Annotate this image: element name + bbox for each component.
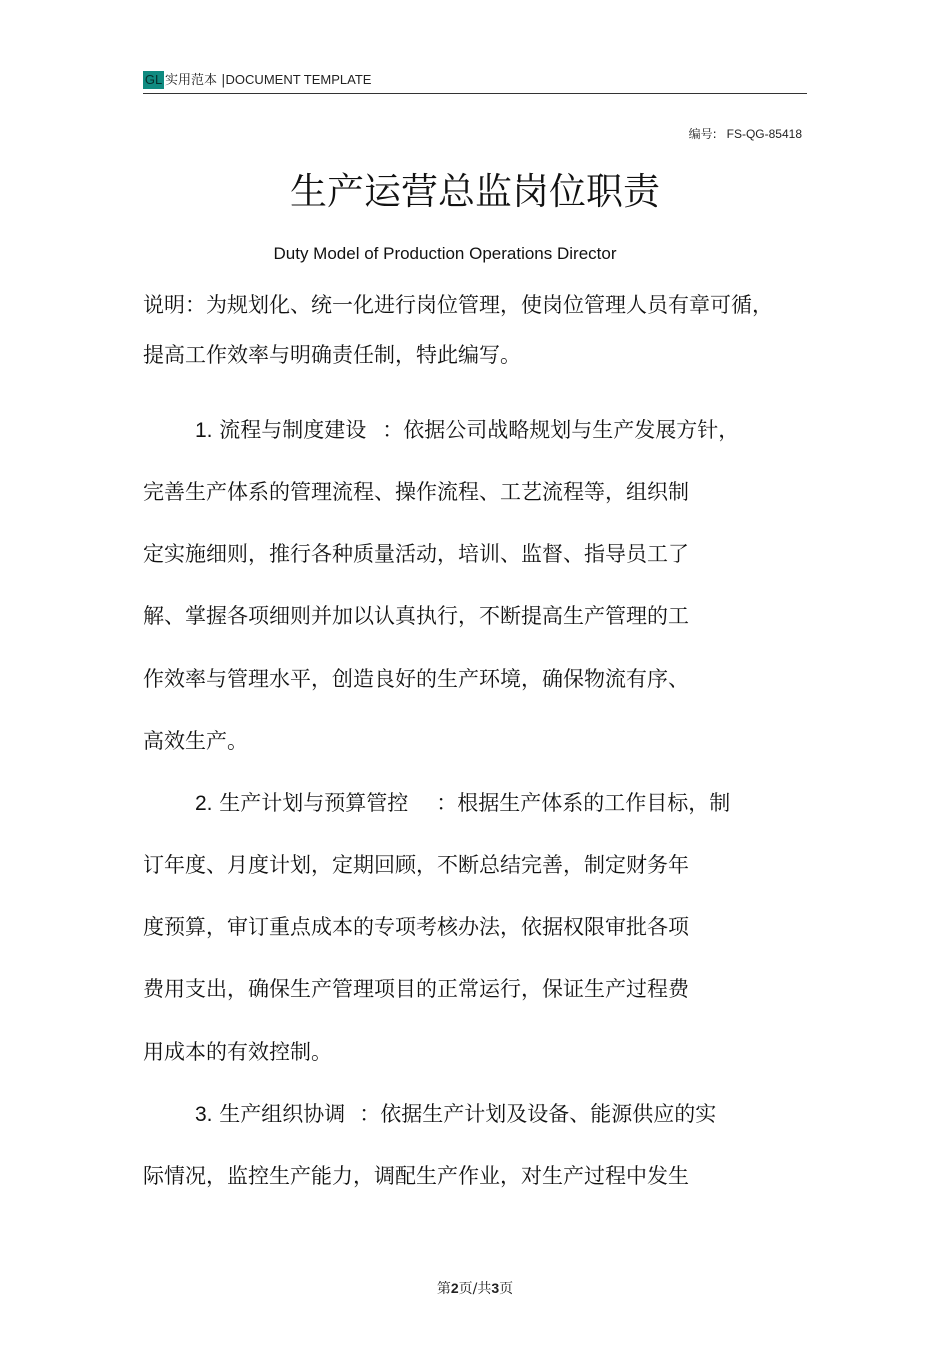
section-heading: 生产计划与预算管控 [219,791,409,815]
section-1-line: 高效生产。 [143,729,248,753]
section-number: 3. [195,1103,213,1126]
total-pages: 3 [491,1280,500,1296]
page-middle: 页/共 [458,1281,492,1297]
section-2-line: 订年度、月度计划，定期回顾，不断总结完善，制定财务年 [143,853,689,877]
section-2-line: 用成本的有效控制。 [143,1040,332,1064]
doc-number-label: 编号: [688,127,717,141]
section-3-heading-line [195,1100,716,1129]
section-heading: 流程与制度建设 [219,418,367,442]
current-page: 2 [450,1280,459,1296]
section-1-line: 作效率与管理水平，创造良好的生产环境，确保物流有序、 [143,667,689,691]
section-2-heading-line [195,789,730,818]
section-lead: ：依据公司战略规划与生产发展方针， [382,418,740,442]
page-subtitle: Duty Model of Production Operations Director [273,244,617,263]
section-lead: ：根据生产体系的工作目标，制 [436,791,731,815]
section-number: 1. [195,419,213,442]
document-header [143,69,807,94]
section-3-line: 际情况，监控生产能力，调配生产作业，对生产过程中发生 [143,1164,689,1188]
section-heading: 生产组织协调 [219,1102,346,1126]
page-indicator [0,1279,950,1298]
document-number [689,126,802,142]
section-2-line: 度预算，审订重点成本的专项考核办法，依据权限审批各项 [143,915,689,939]
intro-line: 提高工作效率与明确责任制，特此编写。 [143,343,521,367]
header-label-cn: 实用范本 [165,73,218,88]
section-1-line: 解、掌握各项细则并加以认真执行，不断提高生产管理的工 [143,604,689,628]
header-template-text: DOCUMENT TEMPLATE [225,72,372,87]
intro-line: 说明：为规划化、统一化进行岗位管理，使岗位管理人员有章可循， [143,293,773,317]
page-prefix: 第 [436,1281,451,1297]
section-2-line: 费用支出，确保生产管理项目的正常运行，保证生产过程费 [143,977,689,1001]
section-1-line: 完善生产体系的管理流程、操作流程、工艺流程等，组织制 [143,480,689,504]
page-title: 生产运营总监岗位职责 [290,170,660,213]
section-lead: ：依据生产计划及设备、能源供应的实 [359,1102,717,1126]
section-1-line: 定实施细则，推行各种质量活动，培训、监督、指导员工了 [143,542,689,566]
page-suffix: 页 [499,1281,514,1297]
doc-number-value: FS-QG-85418 [726,127,802,141]
brand-badge: GL [144,72,163,87]
header-label [165,71,371,90]
header-separator: | [221,73,226,88]
section-number: 2. [195,792,213,815]
section-1-heading-line [195,416,739,445]
